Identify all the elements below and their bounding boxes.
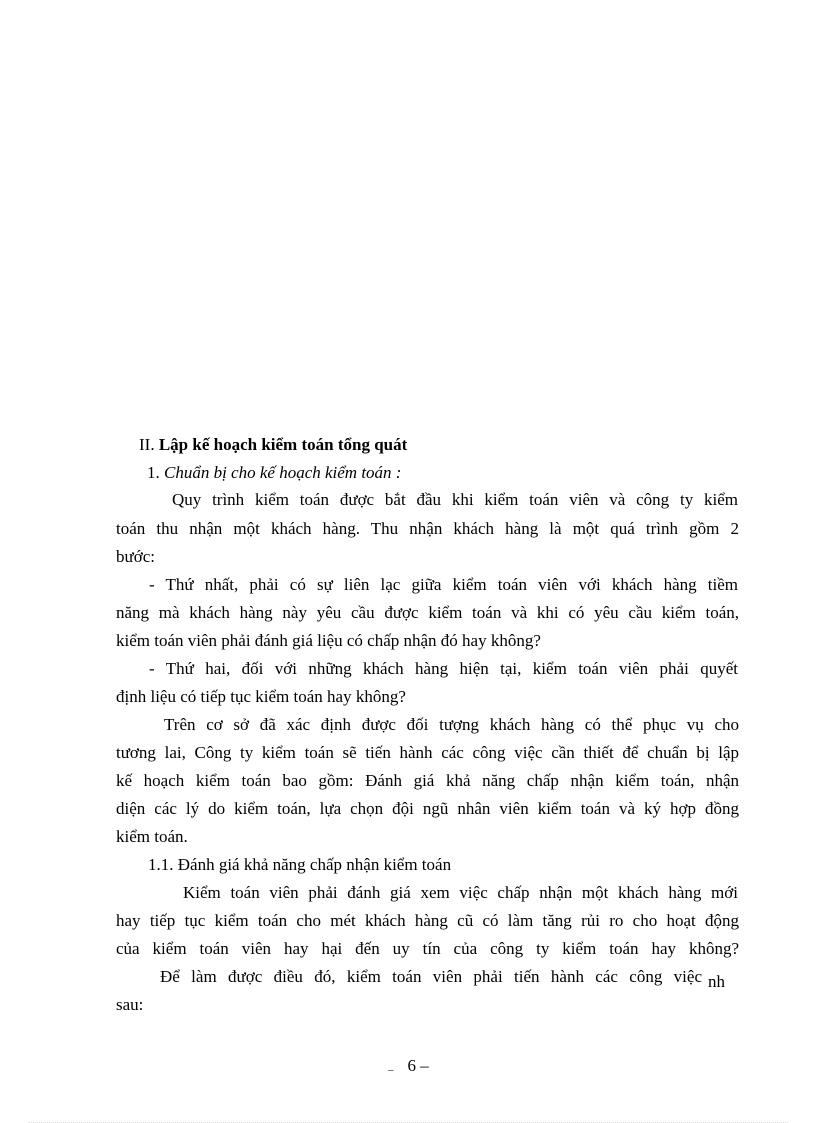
paragraph-line: tương lai, Công ty kiểm toán sẽ tiến hành các công việc cần thiết để chuẩn bị lập [116, 743, 739, 762]
bullet-line: kiểm toán viên phải đánh giá liệu có chấp nhận đó hay không? [116, 631, 541, 650]
paragraph-line: Quy trình kiểm toán được bắt đầu khi kiểm toán viên và công ty kiểm [172, 490, 738, 509]
bullet-line: định liệu có tiếp tục kiểm toán hay không? [116, 687, 406, 706]
paragraph-line: sau: [116, 995, 144, 1014]
paragraph-line: toán thu nhận một khách hàng. Thu nhận khách hàng là một quá trình gồm 2 [116, 519, 739, 538]
bullet-line: năng mà khách hàng này yêu cầu được kiểm toán và khi có yêu cầu kiểm toán, [116, 603, 739, 622]
section-number: II. [139, 435, 155, 454]
paragraph-line: diện các lý do kiểm toán, lựa chọn đội ngũ nhân viên kiểm toán và ký hợp đồng [116, 799, 739, 818]
subsection-heading: 1.1. Đánh giá khả năng chấp nhận kiểm toán [148, 855, 452, 874]
page-number-value: 6 – [407, 1056, 429, 1075]
subsection-number: 1. [147, 463, 160, 482]
bullet-line: - Thứ nhất, phải có sự liên lạc giữa kiểm toán viên với khách hàng tiềm [149, 575, 738, 594]
subsection-title: Chuẩn bị cho kế hoạch kiểm toán : [164, 463, 402, 482]
paragraph-line: của kiểm toán viên hay hại đến uy tín của công ty kiểm toán hay không? [116, 939, 739, 958]
subsection-heading [147, 463, 401, 483]
page-number [388, 1056, 429, 1080]
section-title: Lập kế hoạch kiểm toán tổng quát [158, 435, 408, 454]
section-heading [139, 435, 407, 455]
paragraph-line: Kiểm toán viên phải đánh giá xem việc chấp nhận một khách hàng mới [183, 883, 738, 902]
paragraph-line: Trên cơ sở đã xác định được đối tượng khách hàng có thể phục vụ cho [164, 715, 739, 734]
bullet-line: - Thứ hai, đối với những khách hàng hiện tại, kiểm toán viên phải quyết [149, 659, 738, 678]
paragraph-line: Để làm được điều đó, kiểm toán viên phải tiến hành các công việc [160, 967, 702, 986]
paragraph-line: hay tiếp tục kiểm toán cho mét khách hàng cũ có làm tăng rủi ro cho hoạt động [116, 911, 739, 930]
paragraph-line: bước: [116, 547, 155, 566]
page-number-dash: – [388, 1064, 394, 1076]
paragraph-line: kiểm toán. [116, 827, 188, 846]
paragraph-line: kế hoạch kiểm toán bao gồm: Đánh giá khả năng chấp nhận kiểm toán, nhận [116, 771, 739, 790]
paragraph-tail: nh [708, 972, 725, 991]
